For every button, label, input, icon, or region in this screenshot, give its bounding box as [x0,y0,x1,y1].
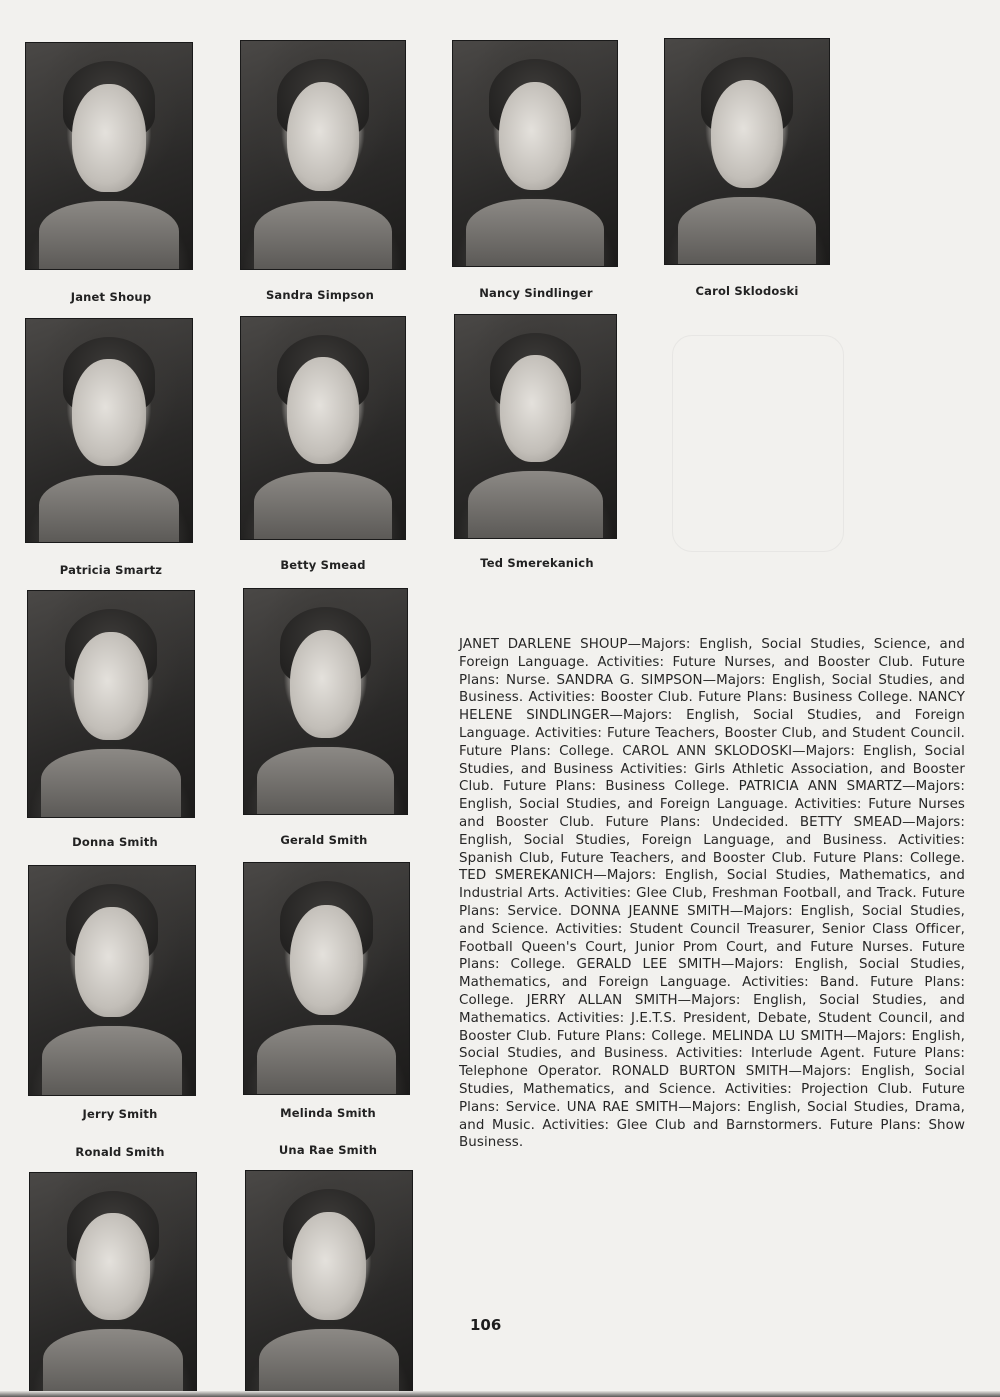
portrait-photo-gerald-smith [243,588,408,815]
portrait-photo-melinda-smith [243,862,410,1095]
page-edge [0,1391,1000,1397]
student-name: Sandra Simpson [265,288,375,302]
portrait-photo-donna-smith [27,590,195,818]
student-name: Ted Smerekanich [480,556,594,570]
student-name: Betty Smead [280,558,366,572]
student-name: Una Rae Smith [278,1143,378,1157]
portrait-photo-nancy-sindlinger [452,40,618,267]
student-biographies [459,636,965,1152]
student-name: Melinda Smith [280,1106,376,1120]
portrait-photo-janet-shoup [25,42,193,270]
student-name: Donna Smith [72,835,158,849]
student-name: Carol Sklodoski [695,284,799,298]
biography-paragraph: JANET DARLENE SHOUP—Majors: English, Social Studies, Science, and Foreign Language. Activities: Future Nurses, and Booster Club. Future Plans: Nurse. SANDRA G. SIMPSON—Majors: English, Social Studies, and Business. Activities: Booster Club. Future Plans: Business College. NANCY HELENE SINDLINGER—Majors: English, Social Studies, and Foreign Language. Activities: Future Teachers, Booster Club, and Student Council. Future Plans: College. CAROL ANN SKLODOSKI—Majors: English, Social Studies, and Business Activities: Girls Athletic Association, and Booster Club. Future Plans: Business College. PATRICIA ANN SMARTZ—Majors: English, Social Studies, and Foreign Language. Activities: Future Nurses and Booster Club. Future Plans: Undecided. BETTY SMEAD—Majors: English, Social Studies, Foreign Language, and Business. Activities: Spanish Club, Future Teachers, and Booster Club. Future Plans: College. TED SMEREKANICH—Majors: English, Social Studies, Mathematics, and Industrial Arts. Activities: Glee Club, Freshman Football, and Track. Future Plans: Service. DONNA JEANNE SMITH—Majors: English, Social Studies, and Science. Activities: Student Council Treasurer, Senior Class Officer, Football Queen's Court, Junior Prom Court, and Future Nurses. Future Plans: College. GERALD LEE SMITH—Majors: English, Social Studies, Mathematics, and Foreign Language. Activities: Band. Future Plans: College. JERRY ALLAN SMITH—Majors: English, Social Studies, and Mathematics. Activities: J.E.T.S. President, Debate, Student Council, and Booster Club. Future Plans: College. MELINDA LU SMITH—Majors: English, Social Studies, and Business. Activities: Interlude Agent. Future Plans: Telephone Operator. RONALD BURTON SMITH—Majors: English, Social Studies, Mathematics, and Science. Activities: Projection Club. Future Plans: Service. UNA RAE SMITH—Majors: English, Social Studies, Drama, and Music. Activities: Glee Club and Barnstormers. Future Plans: Show Business. [459,637,965,1151]
student-name: Patricia Smartz [59,563,163,577]
portrait-photo-ronald-smith [29,1172,197,1397]
portrait-photo-betty-smead [240,316,406,540]
student-name: Nancy Sindlinger [479,286,593,300]
student-name: Ronald Smith [75,1145,165,1159]
portrait-photo-jerry-smith [28,865,196,1096]
student-name: Gerald Smith [280,833,368,847]
portrait-photo-ted-smerekanich [454,314,617,539]
portrait-photo-una-rae-smith [245,1170,413,1397]
student-name: Janet Shoup [70,290,152,304]
page-number: 106 [470,1316,502,1334]
portrait-photo-carol-sklodoski [664,38,830,265]
portrait-photo-sandra-simpson [240,40,406,270]
portrait-photo-patricia-smartz [25,318,193,543]
student-name: Jerry Smith [82,1107,158,1121]
faint-watermark [672,335,844,552]
